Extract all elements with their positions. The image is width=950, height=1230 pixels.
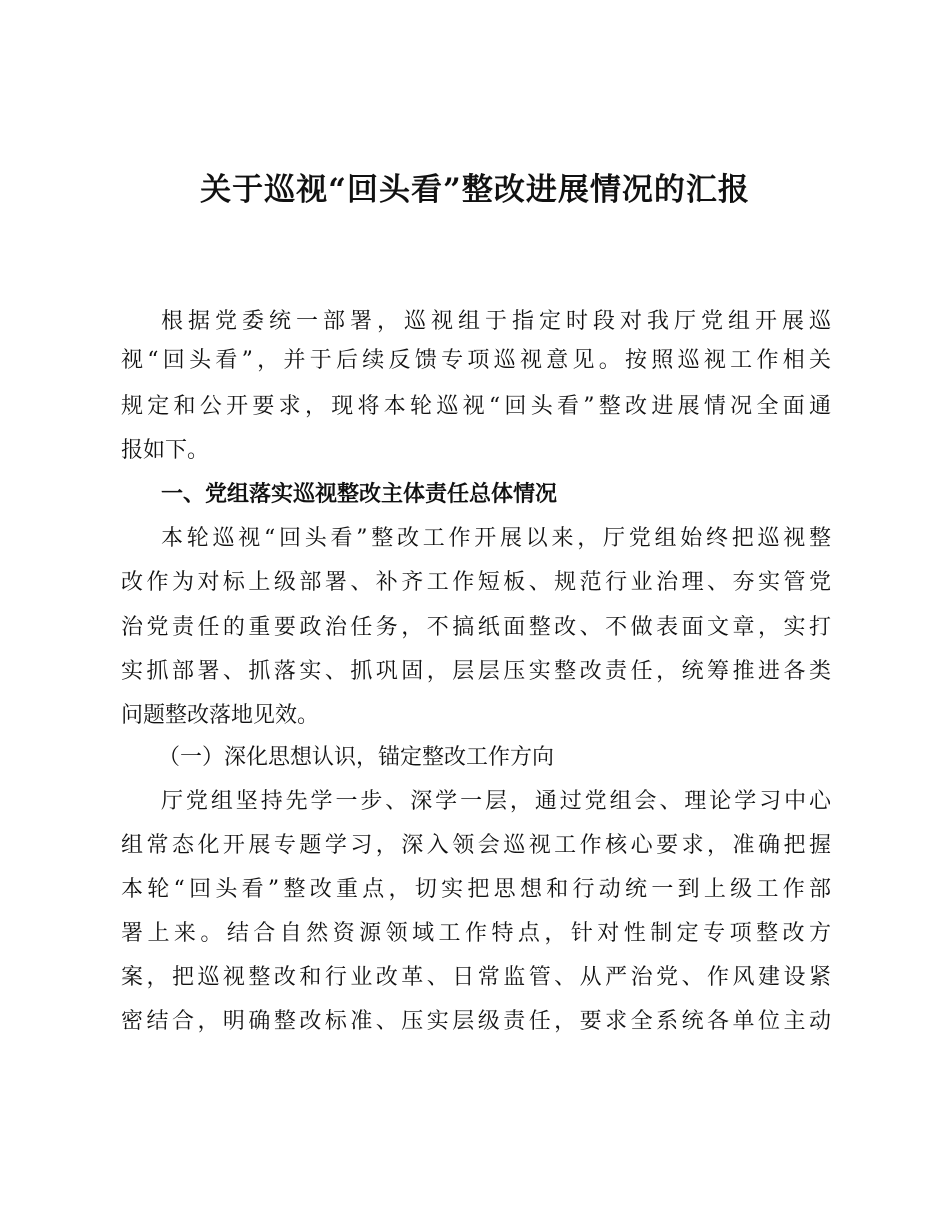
document-title: 关于巡视“回头看”整改进展情况的汇报 [200, 172, 750, 208]
paragraph-line: 改作为对标上级部署、补齐工作短板、规范行业治理、夯实管党 [121, 570, 831, 595]
paragraph-line: 视“回头看”，并于后续反馈专项巡视意见。按照巡视工作相关 [121, 348, 831, 373]
section-heading: 一、党组落实巡视整改主体责任总体情况 [161, 482, 558, 507]
paragraph-line: 本轮巡视“回头看”整改工作开展以来，厅党组始终把巡视整 [161, 526, 831, 551]
paragraph-line: 署上来。结合自然资源领域工作特点，针对性制定专项整改方 [121, 921, 831, 946]
paragraph-line: 密结合，明确整改标准、压实层级责任，要求全系统各单位主动 [121, 1009, 831, 1034]
paragraph-line: 报如下。 [121, 438, 210, 463]
subsection-heading: （一）深化思想认识，锚定整改工作方向 [158, 745, 555, 770]
paragraph-line: 案，把巡视整改和行业改革、日常监管、从严治党、作风建设紧 [121, 965, 831, 990]
paragraph-line: 厅党组坚持先学一步、深学一层，通过党组会、理论学习中心 [161, 789, 831, 814]
paragraph-line: 治党责任的重要政治任务，不搞纸面整改、不做表面文章，实打 [121, 615, 831, 640]
paragraph-line: 问题整改落地见效。 [121, 703, 320, 728]
paragraph-line: 组常态化开展专题学习，深入领会巡视工作核心要求，准确把握 [121, 833, 831, 858]
paragraph-line: 规定和公开要求，现将本轮巡视“回头看”整改进展情况全面通 [121, 394, 831, 419]
paragraph-line: 本轮“回头看”整改重点，切实把思想和行动统一到上级工作部 [121, 877, 831, 902]
paragraph-line: 根据党委统一部署，巡视组于指定时段对我厅党组开展巡 [161, 309, 831, 334]
paragraph-line: 实抓部署、抓落实、抓巩固，层层压实整改责任，统筹推进各类 [121, 659, 831, 684]
